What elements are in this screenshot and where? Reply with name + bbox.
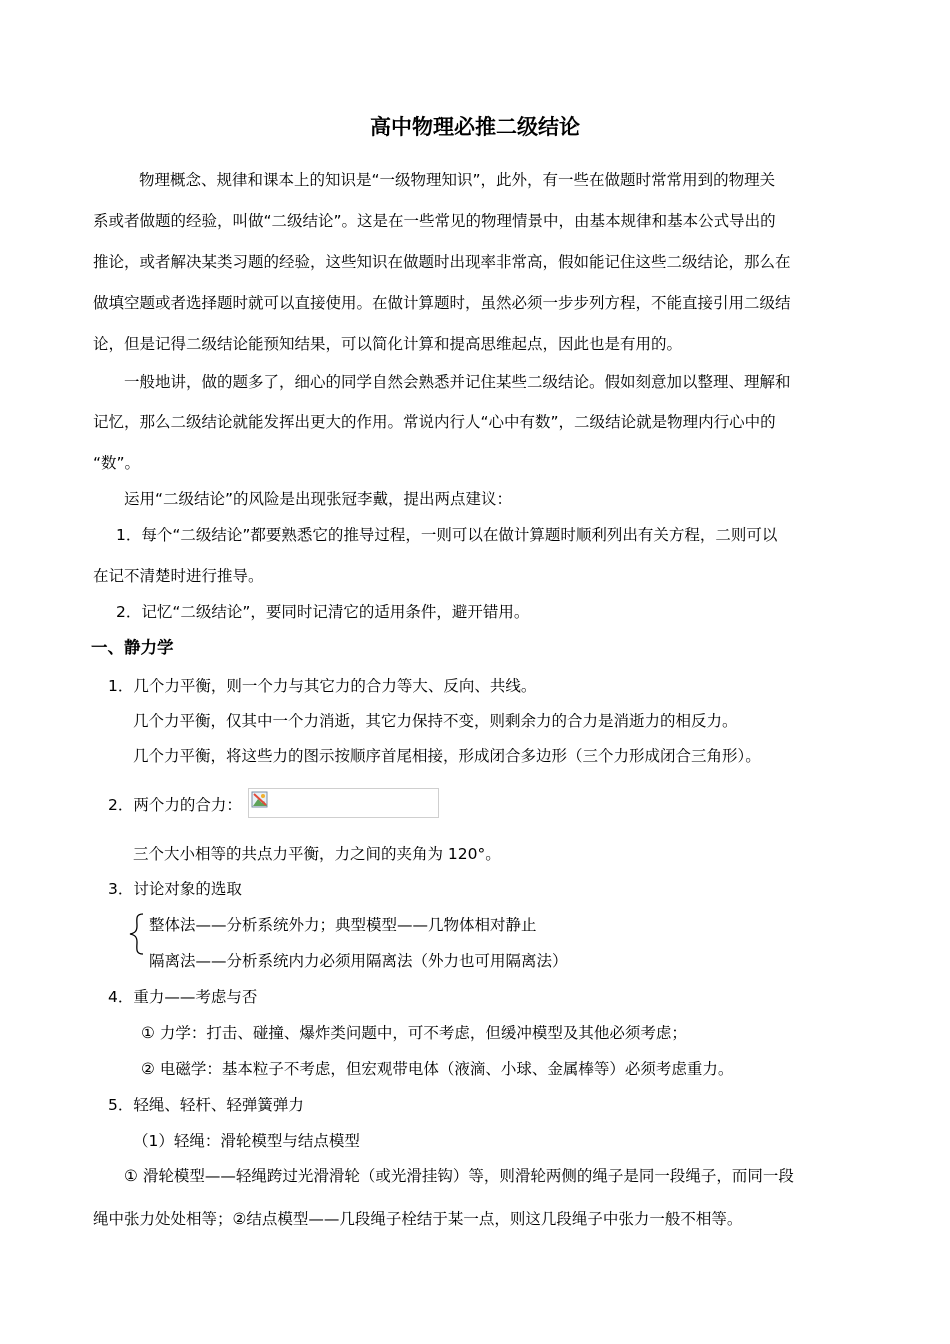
intro-line: 运用“二级结论”的风险是出现张冠李戴，提出两点建议：	[124, 490, 513, 508]
item-5: 5．轻绳、轻杆、轻弹簧弹力	[108, 1096, 304, 1114]
suggestion-1-cont: 在记不清楚时进行推导。	[93, 567, 264, 585]
broken-image-icon	[251, 791, 269, 809]
item-1-detail: 几个力平衡，将这些力的图示按顺序首尾相接，形成闭合多边形（三个力形成闭合三角形）。	[133, 747, 761, 765]
item-5-detail-cont: 绳中张力处处相等；②结点模型——几段绳子栓结于某一点，则这几段绳子中张力一般不相等。	[93, 1210, 743, 1228]
item-5-subheading: （1）轻绳：滑轮模型与结点模型	[133, 1132, 360, 1150]
item-1: 1．几个力平衡，则一个力与其它力的合力等大、反向、共线。	[108, 677, 537, 695]
item-3: 3．讨论对象的选取	[108, 880, 242, 898]
intro-line: 系或者做题的经验，叫做“二级结论”。这是在一些常见的物理情景中，由基本规律和基本公式导出的	[93, 212, 776, 230]
item-4-mechanics: ① 力学：打击、碰撞、爆炸类问题中，可不考虑，但缓冲模型及其他必须考虑；	[141, 1024, 687, 1042]
item-4: 4．重力——考虑与否	[108, 988, 258, 1006]
formula-image	[248, 788, 439, 818]
intro-line: 一般地讲，做的题多了，细心的同学自然会熟悉并记住某些二级结论。假如刻意加以整理、理解和	[124, 373, 791, 391]
item-5-detail: ① 滑轮模型——轻绳跨过光滑滑轮（或光滑挂钩）等，则滑轮两侧的绳子是同一段绳子，而同一段	[124, 1167, 794, 1185]
curly-brace-icon	[126, 912, 146, 956]
suggestion-2: 2．记忆“二级结论”，要同时记清它的适用条件，避开错用。	[116, 603, 530, 621]
intro-line: 做填空题或者选择题时就可以直接使用。在做计算题时，虽然必须一步步列方程，不能直接引用二级结	[93, 294, 791, 312]
intro-line: 推论，或者解决某类习题的经验，这些知识在做题时出现率非常高，假如能记住这些二级结论，那么在	[93, 253, 791, 271]
intro-line: 物理概念、规律和课本上的知识是“一级物理知识”，此外，有一些在做题时常常用到的物理关	[139, 171, 776, 189]
intro-line: 论，但是记得二级结论能预知结果，可以简化计算和提高思维起点，因此也是有用的。	[93, 335, 683, 353]
intro-line: “数”。	[93, 454, 141, 472]
item-4-electromagnetism: ② 电磁学：基本粒子不考虑，但宏观带电体（液滴、小球、金属棒等）必须考虑重力。	[141, 1060, 734, 1078]
suggestion-1: 1．每个“二级结论”都要熟悉它的推导过程，一则可以在做计算题时顺利列出有关方程，二则可以	[116, 526, 778, 544]
item-3-method-isolation: 隔离法——分析系统内力必须用隔离法（外力也可用隔离法）	[149, 952, 568, 970]
item-2: 2．两个力的合力：	[108, 796, 242, 814]
item-1-detail: 几个力平衡，仅其中一个力消逝，其它力保持不变，则剩余力的合力是消逝力的相反力。	[133, 712, 738, 730]
item-2-detail: 三个大小相等的共点力平衡，力之间的夹角为 120°。	[133, 845, 501, 863]
item-3-method-whole: 整体法——分析系统外力；典型模型——几物体相对静止	[149, 916, 537, 934]
intro-line: 记忆，那么二级结论就能发挥出更大的作用。常说内行人“心中有数”，二级结论就是物理内行心中的	[93, 413, 776, 431]
section-heading-statics: 一、静力学	[91, 638, 174, 657]
document-title: 高中物理必推二级结论	[370, 115, 580, 139]
